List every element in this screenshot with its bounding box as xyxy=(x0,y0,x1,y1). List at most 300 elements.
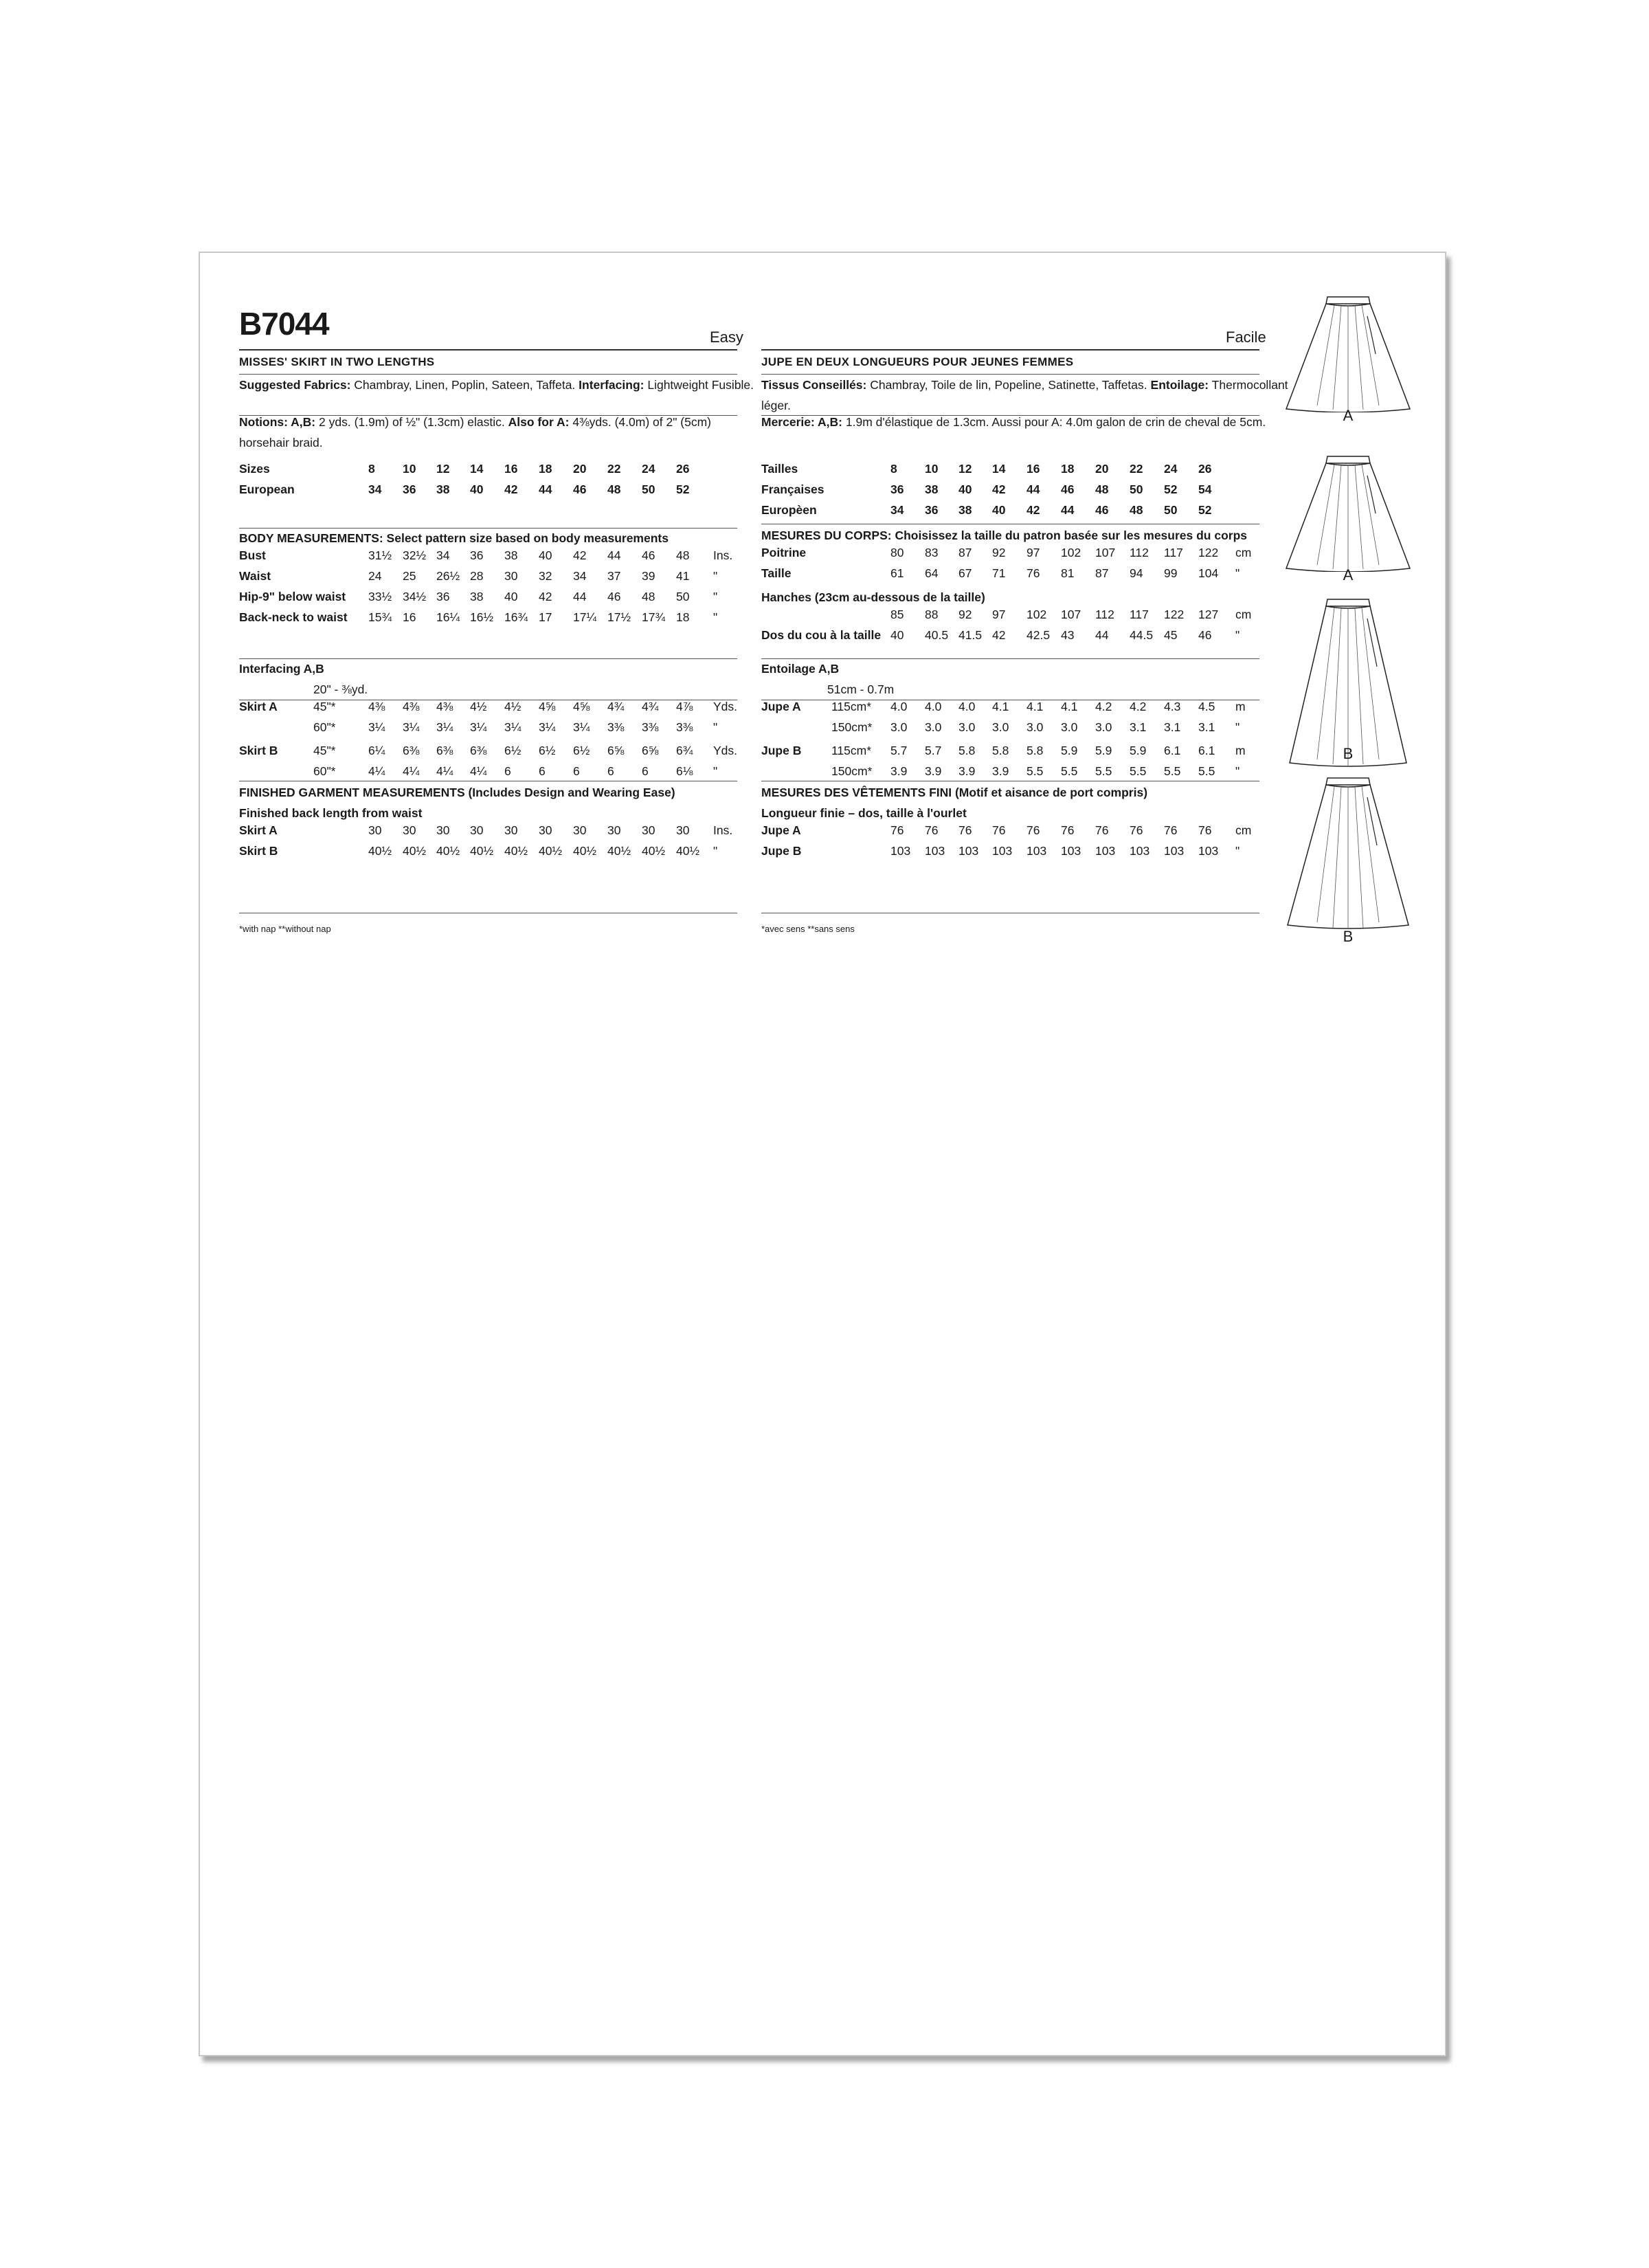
cell-value: 3¼ xyxy=(539,720,556,734)
cell-value: 103 xyxy=(1130,844,1150,858)
cell-value: 38 xyxy=(470,590,484,603)
cell-value: 3¼ xyxy=(470,720,487,734)
cell-value: 38 xyxy=(925,482,939,496)
view-label: B xyxy=(1343,745,1354,762)
cell-value: 44 xyxy=(607,548,621,562)
cell-value: 4⅜ xyxy=(403,700,420,713)
cell-value: 25 xyxy=(403,569,416,583)
row-label: Skirt B xyxy=(239,744,278,757)
cell-value: 8 xyxy=(368,462,375,476)
cell-value: 40 xyxy=(890,628,904,642)
fabric-width: 150cm* xyxy=(831,764,873,778)
cell-value: 40 xyxy=(992,503,1006,517)
row-label: Jupe B xyxy=(761,744,802,757)
cell-value: 4½ xyxy=(470,700,487,713)
finished-length-subtitle: Finished back length from waist xyxy=(239,806,423,820)
cell-value: 4¼ xyxy=(436,764,453,778)
cell-value: 103 xyxy=(958,844,979,858)
cell-value: 12 xyxy=(958,462,972,476)
row-label: Skirt B xyxy=(239,844,278,858)
cell-value: 4⅞ xyxy=(676,700,693,713)
yardage-row xyxy=(239,700,737,720)
cell-value: 48 xyxy=(642,590,655,603)
cell-value: 3.9 xyxy=(890,764,908,778)
cell-value: 17 xyxy=(539,610,552,624)
english-column xyxy=(239,352,754,453)
cell-value: 6½ xyxy=(504,744,521,757)
cell-value: 76 xyxy=(1130,823,1143,837)
row-label: Sizes xyxy=(239,462,270,476)
cell-value: 4¼ xyxy=(368,764,385,778)
cell-value: 30 xyxy=(504,823,518,837)
cell-value: 76 xyxy=(1027,823,1040,837)
cell-value: 26½ xyxy=(436,569,460,583)
row-label: Taille xyxy=(761,566,792,580)
fabric-width: 60"* xyxy=(313,720,336,734)
cell-value: 4.5 xyxy=(1198,700,1215,713)
cell-value: 3¼ xyxy=(403,720,420,734)
cell-value: 38 xyxy=(436,482,450,496)
cell-value: 3¼ xyxy=(573,720,590,734)
fabric-width: 60"* xyxy=(313,764,336,778)
cell-value: 99 xyxy=(1164,566,1178,580)
european-sizes-row xyxy=(239,482,737,503)
cell-value: 4⅜ xyxy=(368,700,385,713)
cell-value: 42 xyxy=(992,628,1006,642)
yardage-row xyxy=(239,744,737,764)
cell-value: 44 xyxy=(1027,482,1040,496)
cell-value: 76 xyxy=(1164,823,1178,837)
cell-value: 40.5 xyxy=(925,628,949,642)
cell-value: 83 xyxy=(925,546,939,559)
footnote-en: *with nap **without nap xyxy=(239,924,331,934)
finished-row xyxy=(761,844,1259,865)
cell-value: 3.0 xyxy=(958,720,976,734)
cell-value: 10 xyxy=(403,462,416,476)
body-measurements-title: MESURES DU CORPS: Choisissez la taille du patron basée sur les mesures du corps xyxy=(761,529,1248,542)
yardage-row xyxy=(761,720,1259,741)
cell-value: 6.1 xyxy=(1164,744,1181,757)
cell-value: 46 xyxy=(642,548,655,562)
cell-value: 6⅝ xyxy=(642,744,659,757)
unit-label: " xyxy=(713,720,718,734)
cell-value: 45 xyxy=(1164,628,1178,642)
cell-value: 40 xyxy=(470,482,484,496)
cell-value: 40½ xyxy=(403,844,427,858)
cell-value: 52 xyxy=(1164,482,1178,496)
unit-label: Ins. xyxy=(713,823,733,837)
sizes-row xyxy=(239,462,737,482)
cell-value: 103 xyxy=(925,844,945,858)
cell-value: 30 xyxy=(368,823,382,837)
cell-value: 14 xyxy=(470,462,484,476)
cell-value: 18 xyxy=(539,462,552,476)
cell-value: 34 xyxy=(436,548,450,562)
cell-value: 3.0 xyxy=(1027,720,1044,734)
cell-value: 76 xyxy=(958,823,972,837)
body-measurement-row xyxy=(761,546,1259,566)
view-label: A xyxy=(1343,566,1354,583)
body-measurements-title: BODY MEASUREMENTS: Select pattern size based on body measurements xyxy=(239,531,669,545)
difficulty-en: Easy xyxy=(710,329,743,346)
row-label: Skirt A xyxy=(239,700,278,713)
cell-value: 16½ xyxy=(470,610,494,624)
interfacing-title: Entoilage A,B xyxy=(761,662,840,676)
cell-value: 48 xyxy=(676,548,690,562)
cell-value: 46 xyxy=(1095,503,1109,517)
cell-value: 76 xyxy=(925,823,939,837)
body-measurement-row xyxy=(239,610,737,631)
body-measurement-row xyxy=(761,566,1259,587)
cell-value: 76 xyxy=(890,823,904,837)
unit-label: " xyxy=(713,844,718,858)
cell-value: 104 xyxy=(1198,566,1219,580)
finished-row xyxy=(239,823,737,844)
row-label: Jupe B xyxy=(761,844,802,858)
cell-value: 94 xyxy=(1130,566,1143,580)
cell-value: 46 xyxy=(1061,482,1075,496)
unit-label: m xyxy=(1235,744,1246,757)
cell-value: 44 xyxy=(573,590,587,603)
unit-label: " xyxy=(713,764,718,778)
cell-value: 112 xyxy=(1130,546,1149,559)
row-label: Hip-9" below waist xyxy=(239,590,346,603)
cell-value: 31½ xyxy=(368,548,392,562)
fabrics-line-fr-2: léger. xyxy=(761,399,791,412)
cell-value: 42 xyxy=(504,482,518,496)
cell-value: 3.1 xyxy=(1130,720,1147,734)
cell-value: 36 xyxy=(403,482,416,496)
garment-title: MISSES' SKIRT IN TWO LENGTHS xyxy=(239,355,435,368)
cell-value: 40 xyxy=(504,590,518,603)
cell-value: 42 xyxy=(1027,503,1040,517)
cell-value: 42 xyxy=(573,548,587,562)
cell-value: 5.8 xyxy=(992,744,1009,757)
cell-value: 18 xyxy=(676,610,690,624)
cell-value: 34 xyxy=(573,569,587,583)
cell-value: 117 xyxy=(1164,546,1183,559)
cell-value: 12 xyxy=(436,462,450,476)
cell-value: 64 xyxy=(925,566,939,580)
fabric-width: 115cm* xyxy=(831,744,872,757)
notions-line: Notions: A,B: 2 yds. (1.9m) of ½" (1.3cm) elastic. Also for A: 4⅜yds. (4.0m) of 2" (5cm) xyxy=(239,415,711,429)
cell-value: 44 xyxy=(539,482,552,496)
cell-value: 42 xyxy=(992,482,1006,496)
cell-value: 16¼ xyxy=(436,610,460,624)
cell-value: 18 xyxy=(1061,462,1075,476)
cell-value: 44 xyxy=(1061,503,1075,517)
unit-label: " xyxy=(713,610,718,624)
cell-value: 33½ xyxy=(368,590,392,603)
fabrics-line: Suggested Fabrics: Chambray, Linen, Poplin, Sateen, Taffeta. Interfacing: Lightweight Fusible. xyxy=(239,378,754,392)
cell-value: 6⅜ xyxy=(470,744,487,757)
cell-value: 44 xyxy=(1095,628,1109,642)
cell-value: 71 xyxy=(992,566,1006,580)
cell-value: 42.5 xyxy=(1027,628,1051,642)
cell-value: 30 xyxy=(436,823,450,837)
cell-value: 39 xyxy=(642,569,655,583)
cell-value: 3¼ xyxy=(368,720,385,734)
cell-value: 4¼ xyxy=(470,764,487,778)
finished-row xyxy=(761,823,1259,844)
cell-value: 103 xyxy=(1061,844,1081,858)
cell-value: 103 xyxy=(1164,844,1185,858)
cell-value: 5.9 xyxy=(1130,744,1147,757)
row-label: Back-neck to waist xyxy=(239,610,348,624)
cell-value: 4.1 xyxy=(992,700,1009,713)
divider xyxy=(239,349,737,351)
cell-value: 5.5 xyxy=(1130,764,1147,778)
notions-line-fr: Mercerie: A,B: 1.9m d'élastique de 1.3cm. Aussi pour A: 4.0m galon de crin de cheval de 5cm. xyxy=(761,415,1266,429)
pattern-number: B7044 xyxy=(239,306,329,342)
cell-value: 40 xyxy=(958,482,972,496)
cell-value: 3.0 xyxy=(1061,720,1078,734)
cell-value: 48 xyxy=(607,482,621,496)
cell-value: 103 xyxy=(1198,844,1219,858)
cell-value: 5.9 xyxy=(1061,744,1078,757)
cell-value: 4¾ xyxy=(642,700,659,713)
cell-value: 6 xyxy=(539,764,546,778)
cell-value: 40½ xyxy=(368,844,392,858)
cell-value: 30 xyxy=(607,823,621,837)
cell-value: 61 xyxy=(890,566,904,580)
cell-value: 30 xyxy=(539,823,552,837)
cell-value: 30 xyxy=(403,823,416,837)
cell-value: 54 xyxy=(1198,482,1212,496)
cell-value: 3⅜ xyxy=(642,720,659,734)
cell-value: 4¼ xyxy=(403,764,420,778)
cell-value: 3.9 xyxy=(925,764,942,778)
cell-value: 6½ xyxy=(573,744,590,757)
yardage-row xyxy=(761,700,1259,720)
fabric-width: 45"* xyxy=(313,700,336,713)
cell-value: 4⅝ xyxy=(539,700,556,713)
row-label: Jupe A xyxy=(761,823,801,837)
cell-value: 40½ xyxy=(573,844,597,858)
cell-value: 34 xyxy=(890,503,904,517)
cell-value: 4.0 xyxy=(958,700,976,713)
cell-value: 112 xyxy=(1095,608,1114,621)
cell-value: 43 xyxy=(1061,628,1075,642)
cell-value: 40 xyxy=(539,548,552,562)
cell-value: 22 xyxy=(1130,462,1143,476)
row-label: Tailles xyxy=(761,462,798,476)
interfacing-yardage: 20" - ⅜yd. xyxy=(313,682,368,696)
cell-value: 38 xyxy=(504,548,518,562)
cell-value: 26 xyxy=(676,462,690,476)
yardage-row xyxy=(239,720,737,741)
cell-value: 37 xyxy=(607,569,621,583)
cell-value: 6⅜ xyxy=(403,744,420,757)
cell-value: 4.0 xyxy=(890,700,908,713)
body-measurement-row xyxy=(761,628,1259,649)
cell-value: 52 xyxy=(676,482,690,496)
cell-value: 6.1 xyxy=(1198,744,1215,757)
unit-label: " xyxy=(1235,566,1240,580)
row-label: Dos du cou à la taille xyxy=(761,628,882,642)
cell-value: 6 xyxy=(573,764,580,778)
cell-value: 16 xyxy=(403,610,416,624)
cell-value: 4¾ xyxy=(607,700,625,713)
unit-label: Ins. xyxy=(713,548,733,562)
unit-label: " xyxy=(713,590,718,603)
cell-value: 36 xyxy=(925,503,939,517)
view-label: B xyxy=(1343,928,1354,945)
cell-value: 4⅜ xyxy=(436,700,453,713)
cell-value: 3.0 xyxy=(1095,720,1112,734)
cell-value: 24 xyxy=(368,569,382,583)
cell-value: 4.3 xyxy=(1164,700,1181,713)
unit-label: Yds. xyxy=(713,700,738,713)
unit-label: " xyxy=(1235,628,1240,642)
body-measurement-row xyxy=(239,569,737,590)
cell-value: 4½ xyxy=(504,700,521,713)
cell-value: 97 xyxy=(992,608,1006,621)
unit-label: " xyxy=(1235,764,1240,778)
cell-value: 80 xyxy=(890,546,904,559)
cell-value: 46 xyxy=(607,590,621,603)
cell-value: 40½ xyxy=(436,844,460,858)
skirt-view-drawing xyxy=(1279,770,1417,938)
cell-value: 103 xyxy=(1095,844,1116,858)
cell-value: 32½ xyxy=(403,548,427,562)
row-label: Françaises xyxy=(761,482,824,496)
cell-value: 30 xyxy=(470,823,484,837)
cell-value: 6½ xyxy=(539,744,556,757)
cell-value: 5.5 xyxy=(1095,764,1112,778)
cell-value: 52 xyxy=(1198,503,1212,517)
row-label: Jupe A xyxy=(761,700,801,713)
cell-value: 117 xyxy=(1130,608,1149,621)
difficulty-fr: Facile xyxy=(1226,329,1266,346)
cell-value: 76 xyxy=(1027,566,1040,580)
cell-value: 40½ xyxy=(504,844,528,858)
cell-value: 50 xyxy=(642,482,655,496)
skirt-view-drawing xyxy=(1279,289,1417,416)
cell-value: 24 xyxy=(642,462,655,476)
unit-label: " xyxy=(1235,720,1240,734)
unit-label: cm xyxy=(1235,546,1252,559)
cell-value: 34 xyxy=(368,482,382,496)
cell-value: 50 xyxy=(1164,503,1178,517)
fabric-width: 115cm* xyxy=(831,700,872,713)
cell-value: 127 xyxy=(1198,608,1219,621)
garment-title-fr: JUPE EN DEUX LONGUEURS POUR JEUNES FEMMES xyxy=(761,355,1074,368)
cell-value: 30 xyxy=(676,823,690,837)
cell-value: 76 xyxy=(1061,823,1075,837)
cell-value: 3⅜ xyxy=(676,720,693,734)
cell-value: 42 xyxy=(539,590,552,603)
cell-value: 76 xyxy=(1095,823,1109,837)
cell-value: 87 xyxy=(958,546,972,559)
cell-value: 17¾ xyxy=(642,610,666,624)
cell-value: 44.5 xyxy=(1130,628,1154,642)
cell-value: 102 xyxy=(1027,608,1047,621)
cell-value: 6⅝ xyxy=(607,744,625,757)
finished-length-subtitle: Longueur finie – dos, taille à l'ourlet xyxy=(761,806,967,820)
interfacing-yardage: 51cm - 0.7m xyxy=(827,682,895,696)
cell-value: 40½ xyxy=(676,844,700,858)
cell-value: 3.9 xyxy=(992,764,1009,778)
cell-value: 107 xyxy=(1061,608,1081,621)
cell-value: 48 xyxy=(1130,503,1143,517)
cell-value: 5.8 xyxy=(1027,744,1044,757)
fabric-width: 150cm* xyxy=(831,720,873,734)
notions-line-2: horsehair braid. xyxy=(239,436,323,449)
cell-value: 4.2 xyxy=(1095,700,1112,713)
cell-value: 3.0 xyxy=(992,720,1009,734)
cell-value: 6 xyxy=(607,764,614,778)
cell-value: 50 xyxy=(676,590,690,603)
row-label: Bust xyxy=(239,548,266,562)
cell-value: 32 xyxy=(539,569,552,583)
cell-value: 122 xyxy=(1198,546,1219,559)
cell-value: 3¼ xyxy=(436,720,453,734)
cell-value: 76 xyxy=(1198,823,1212,837)
view-label: A xyxy=(1343,407,1354,424)
unit-label: " xyxy=(1235,844,1240,858)
body-measurement-row xyxy=(239,590,737,610)
cell-value: 20 xyxy=(573,462,587,476)
cell-value: 36 xyxy=(890,482,904,496)
cell-value: 5.7 xyxy=(890,744,908,757)
cell-value: 40½ xyxy=(642,844,666,858)
cell-value: 102 xyxy=(1061,546,1081,559)
cell-value: 92 xyxy=(958,608,972,621)
cell-value: 50 xyxy=(1130,482,1143,496)
cell-value: 8 xyxy=(890,462,897,476)
cell-value: 3.0 xyxy=(925,720,942,734)
cell-value: 103 xyxy=(992,844,1013,858)
skirt-view-drawing xyxy=(1279,448,1417,575)
cell-value: 122 xyxy=(1164,608,1185,621)
cell-value: 107 xyxy=(1095,546,1116,559)
cell-value: 6⅛ xyxy=(676,764,693,778)
yardage-row xyxy=(761,744,1259,764)
cell-value: 26 xyxy=(1198,462,1212,476)
cell-value: 34½ xyxy=(403,590,427,603)
cell-value: 40½ xyxy=(607,844,631,858)
cell-value: 4⅝ xyxy=(573,700,590,713)
cell-value: 30 xyxy=(642,823,655,837)
body-measurement-row xyxy=(761,608,1259,628)
cell-value: 6¾ xyxy=(676,744,693,757)
cell-value: 92 xyxy=(992,546,1006,559)
cell-value: 97 xyxy=(1027,546,1040,559)
cell-value: 3.0 xyxy=(890,720,908,734)
cell-value: 4.1 xyxy=(1061,700,1078,713)
row-label: European xyxy=(239,482,295,496)
cell-value: 81 xyxy=(1061,566,1075,580)
unit-label: m xyxy=(1235,700,1246,713)
row-label: Europèen xyxy=(761,503,817,517)
cell-value: 3.1 xyxy=(1164,720,1181,734)
cell-value: 5.5 xyxy=(1164,764,1181,778)
cell-value: 14 xyxy=(992,462,1006,476)
cell-value: 5.9 xyxy=(1095,744,1112,757)
cell-value: 36 xyxy=(436,590,450,603)
cell-value: 67 xyxy=(958,566,972,580)
cell-value: 6⅜ xyxy=(436,744,453,757)
cell-value: 5.5 xyxy=(1061,764,1078,778)
unit-label: Yds. xyxy=(713,744,738,757)
footnote-fr: *avec sens **sans sens xyxy=(761,924,855,934)
cell-value: 6 xyxy=(504,764,511,778)
cell-value: 40½ xyxy=(539,844,563,858)
cell-value: 38 xyxy=(958,503,972,517)
fabric-width: 45"* xyxy=(313,744,336,757)
cell-value: 17½ xyxy=(607,610,631,624)
